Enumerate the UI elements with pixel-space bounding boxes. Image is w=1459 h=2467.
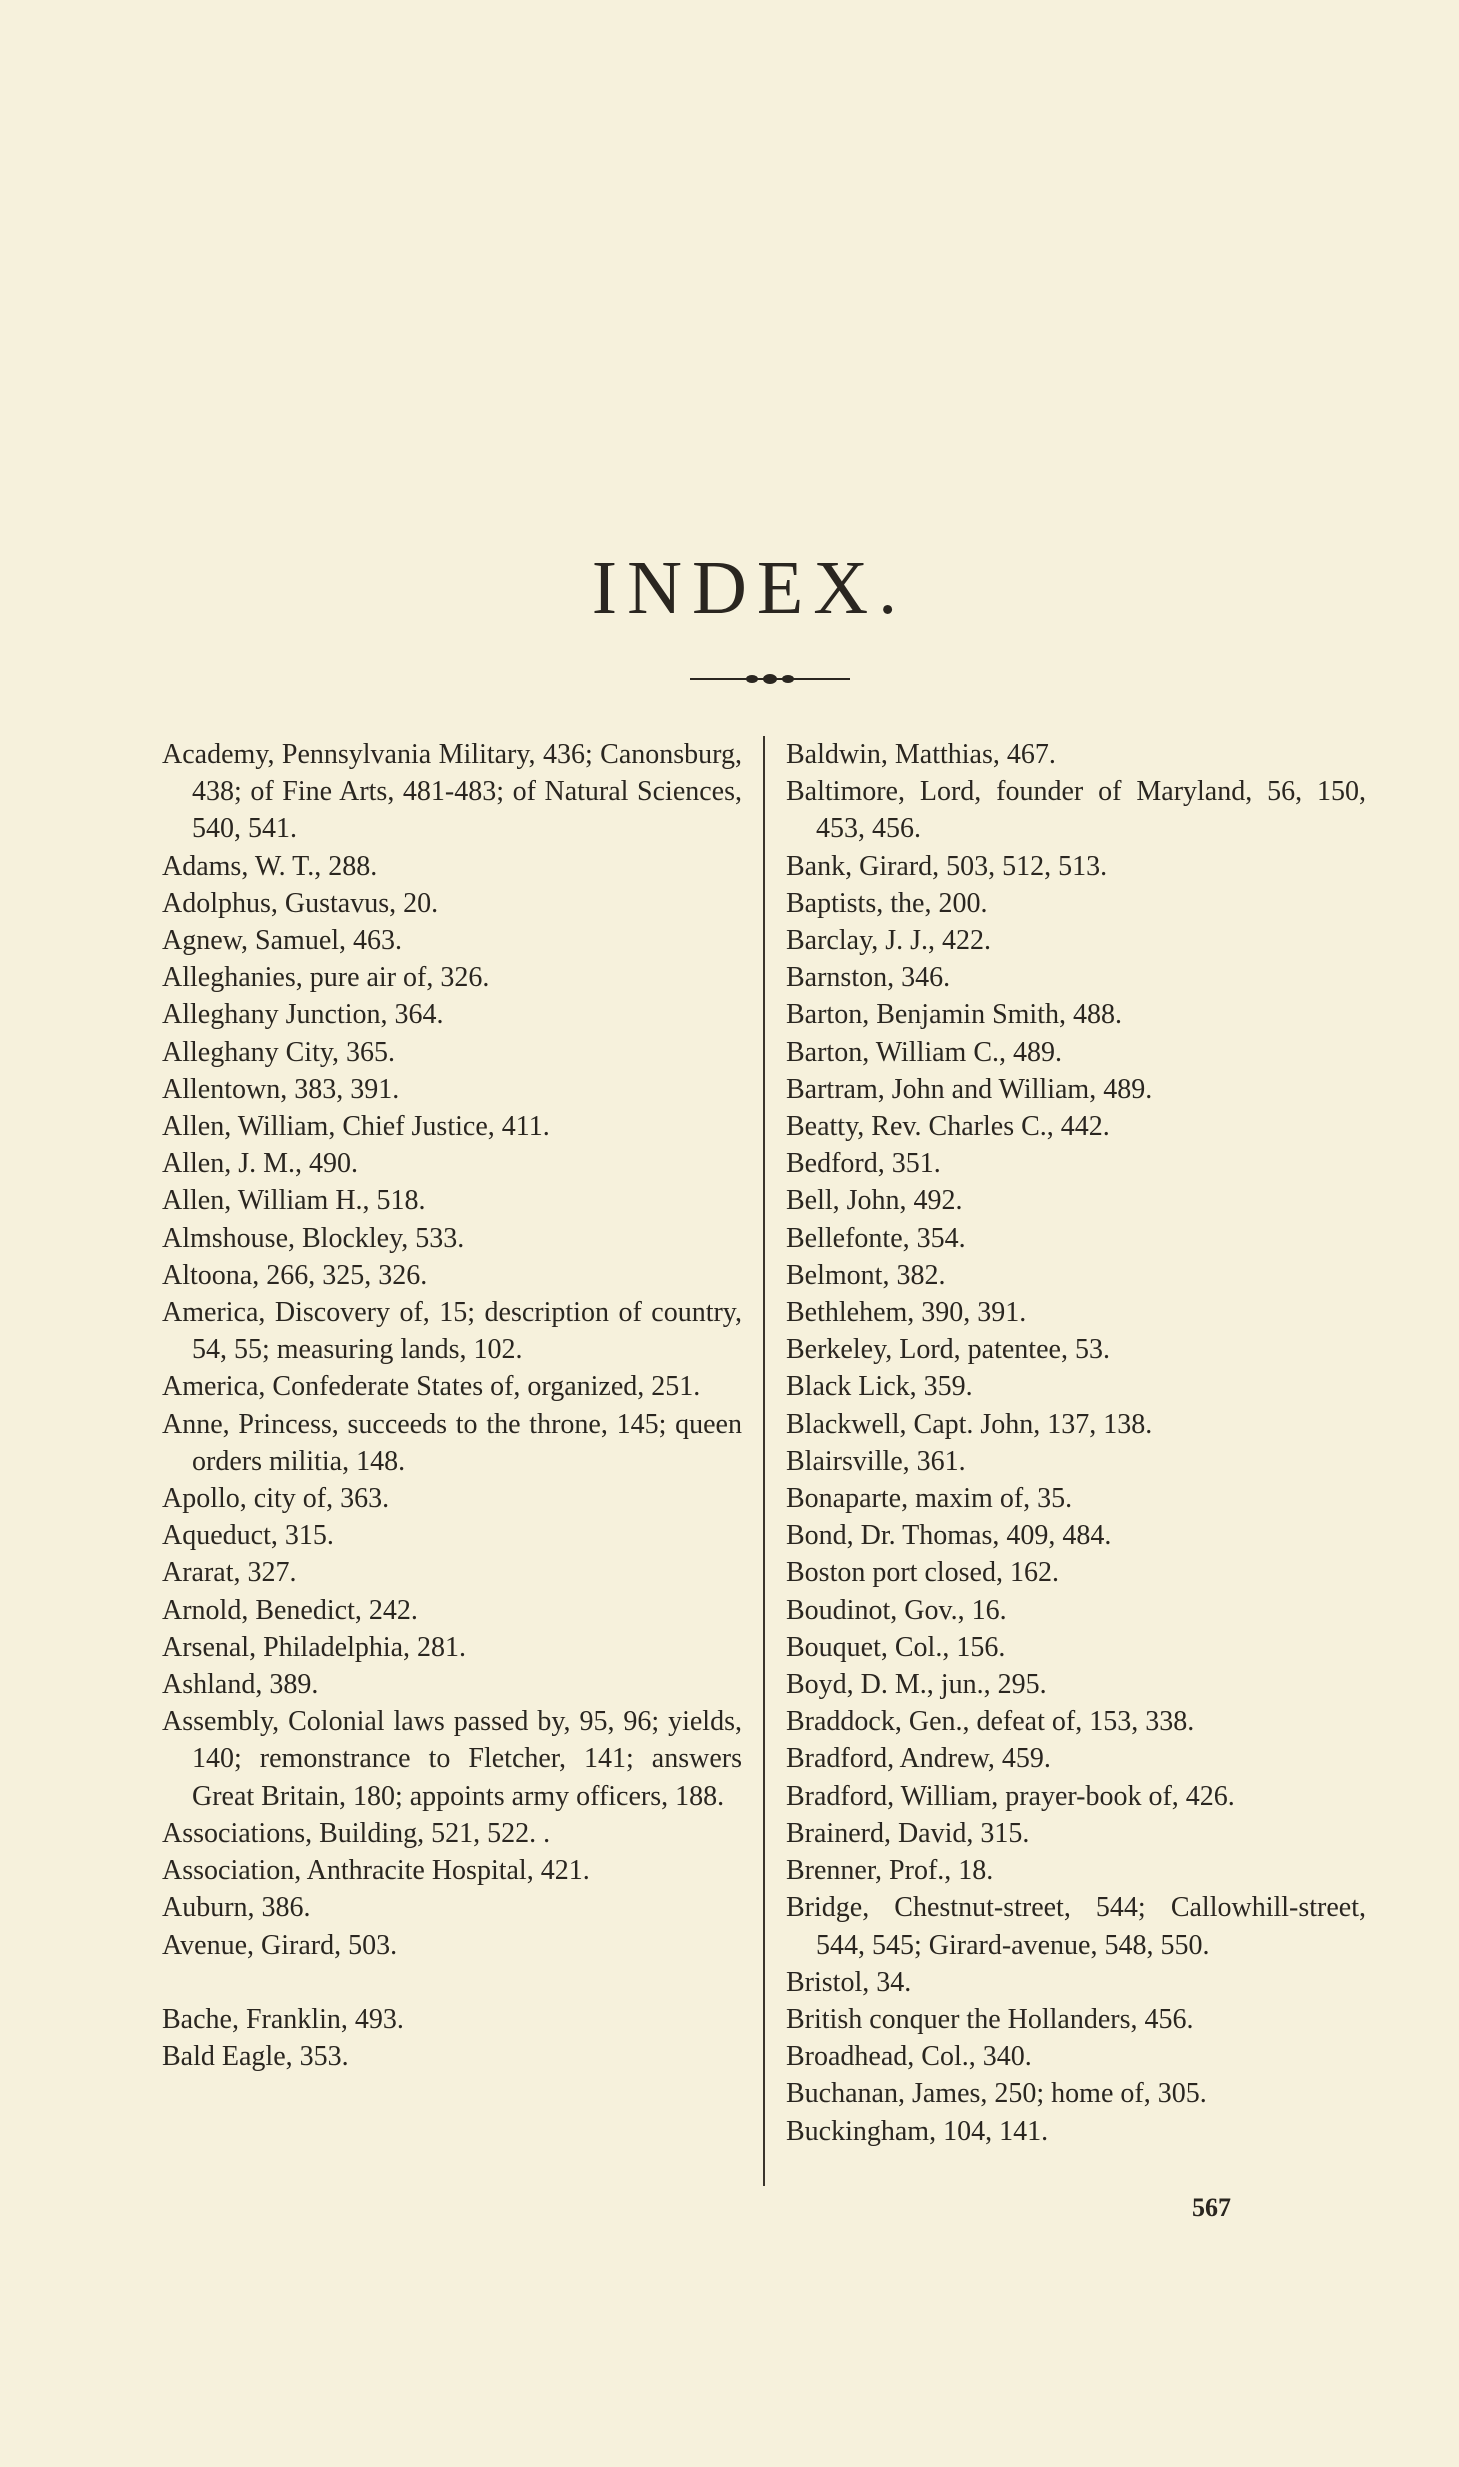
index-column-left	[162, 736, 742, 2075]
index-entry: Academy, Pennsylvania Military, 436; Canonsburg, 438; of Fine Arts, 481-483; of Natural Sciences, 540, 541.	[162, 739, 742, 845]
index-entry: Bouquet, Col., 156.	[786, 1631, 1006, 1663]
index-entry: Association, Anthracite Hospital, 421.	[162, 1855, 590, 1887]
index-entry: Auburn, 386.	[162, 1892, 311, 1924]
index-entry: Allen, William, Chief Justice, 411.	[162, 1111, 550, 1143]
index-entry: Assembly, Colonial laws passed by, 95, 96; yields, 140; remonstrance to Fletcher, 141; answers Great Britain, 180; appoints army officers, 188.	[162, 1706, 742, 1812]
index-entry: Associations, Building, 521, 522. .	[162, 1817, 551, 1849]
index-entry: Agnew, Samuel, 463.	[162, 925, 403, 957]
index-entry: Arnold, Benedict, 242.	[162, 1594, 418, 1626]
index-entry: Boyd, D. M., jun., 295.	[786, 1669, 1047, 1701]
index-entry: Brenner, Prof., 18.	[786, 1855, 994, 1887]
index-entry: Adams, W. T., 288.	[162, 850, 378, 882]
column-divider	[763, 736, 765, 2186]
index-entry: Anne, Princess, succeeds to the throne, 145; queen orders militia, 148.	[162, 1408, 742, 1477]
index-entry: Alleghany City, 365.	[162, 1036, 396, 1068]
index-entry: Boston port closed, 162.	[786, 1557, 1059, 1589]
index-entry: Alleghanies, pure air of, 326.	[162, 962, 490, 994]
index-entry: Avenue, Girard, 503.	[162, 1929, 398, 1961]
index-entry: America, Discovery of, 15; description of country, 54, 55; measuring lands, 102.	[162, 1297, 742, 1366]
index-entry: Black Lick, 359.	[786, 1371, 973, 1403]
index-entry: Baptists, the, 200.	[786, 887, 988, 919]
index-entry: Adolphus, Gustavus, 20.	[162, 887, 439, 919]
index-entry: Allen, J. M., 490.	[162, 1148, 358, 1180]
index-column-right	[786, 736, 1366, 2150]
index-entry: British conquer the Hollanders, 456.	[786, 2003, 1194, 2035]
index-entry: Bethlehem, 390, 391.	[786, 1297, 1027, 1329]
index-entry: Allen, William H., 518.	[162, 1185, 426, 1217]
index-entry: Bartram, John and William, 489.	[786, 1073, 1153, 1105]
index-entry: Bedford, 351.	[786, 1148, 941, 1180]
index-entry: Altoona, 266, 325, 326.	[162, 1259, 428, 1291]
index-entry: Apollo, city of, 363.	[162, 1483, 390, 1515]
index-entry: Bald Eagle, 353.	[162, 2040, 349, 2072]
index-entry: Beatty, Rev. Charles C., 442.	[786, 1111, 1110, 1143]
index-entry: Brainerd, David, 315.	[786, 1817, 1030, 1849]
index-entry: Bradford, William, prayer-book of, 426.	[786, 1780, 1235, 1812]
index-entry: Alleghany Junction, 364.	[162, 999, 444, 1031]
index-entry: Buchanan, James, 250; home of, 305.	[786, 2078, 1207, 2110]
index-entry: Allentown, 383, 391.	[162, 1073, 400, 1105]
index-entry: Bristol, 34.	[786, 1966, 912, 1998]
index-entry: Barton, William C., 489.	[786, 1036, 1063, 1068]
index-entry: Bell, John, 492.	[786, 1185, 963, 1217]
page-number: 567	[1192, 2193, 1231, 2222]
section-gap	[162, 1964, 742, 2001]
index-entry: Bellefonte, 354.	[786, 1222, 966, 1254]
index-entry: Bond, Dr. Thomas, 409, 484.	[786, 1520, 1112, 1552]
index-entry: Arsenal, Philadelphia, 281.	[162, 1631, 467, 1663]
index-entry: America, Confederate States of, organized, 251.	[162, 1371, 701, 1403]
index-entry: Buckingham, 104, 141.	[786, 2115, 1049, 2147]
index-entry: Almshouse, Blockley, 533.	[162, 1222, 465, 1254]
index-entry: Broadhead, Col., 340.	[786, 2041, 1032, 2073]
index-entry: Aqueduct, 315.	[162, 1520, 334, 1552]
index-entry: Ararat, 327.	[162, 1557, 297, 1589]
index-entry: Bache, Franklin, 493.	[162, 2003, 404, 2035]
index-entry: Belmont, 382.	[786, 1259, 946, 1291]
index-entry: Bank, Girard, 503, 512, 513.	[786, 850, 1108, 882]
page-title: INDEX.	[591, 546, 908, 630]
index-entry: Berkeley, Lord, patentee, 53.	[786, 1334, 1110, 1366]
index-entry: Bradford, Andrew, 459.	[786, 1743, 1051, 1775]
index-entry: Boudinot, Gov., 16.	[786, 1594, 1007, 1626]
index-entry: Barton, Benjamin Smith, 488.	[786, 999, 1122, 1031]
index-entry: Bridge, Chestnut-street, 544; Callowhill-street, 544, 545; Girard-avenue, 548, 550.	[786, 1892, 1366, 1961]
index-entry: Barnston, 346.	[786, 962, 951, 994]
index-entry: Blairsville, 361.	[786, 1445, 966, 1477]
ornament-divider	[690, 672, 850, 686]
index-entry: Blackwell, Capt. John, 137, 138.	[786, 1408, 1153, 1440]
index-entry: Barclay, J. J., 422.	[786, 925, 992, 957]
index-entry: Bonaparte, maxim of, 35.	[786, 1483, 1073, 1515]
index-entry: Ashland, 389.	[162, 1669, 319, 1701]
index-entry: Baldwin, Matthias, 467.	[786, 739, 1056, 770]
index-entry: Braddock, Gen., defeat of, 153, 338.	[786, 1706, 1195, 1738]
index-entry: Baltimore, Lord, founder of Maryland, 56, 150, 453, 456.	[786, 776, 1366, 845]
